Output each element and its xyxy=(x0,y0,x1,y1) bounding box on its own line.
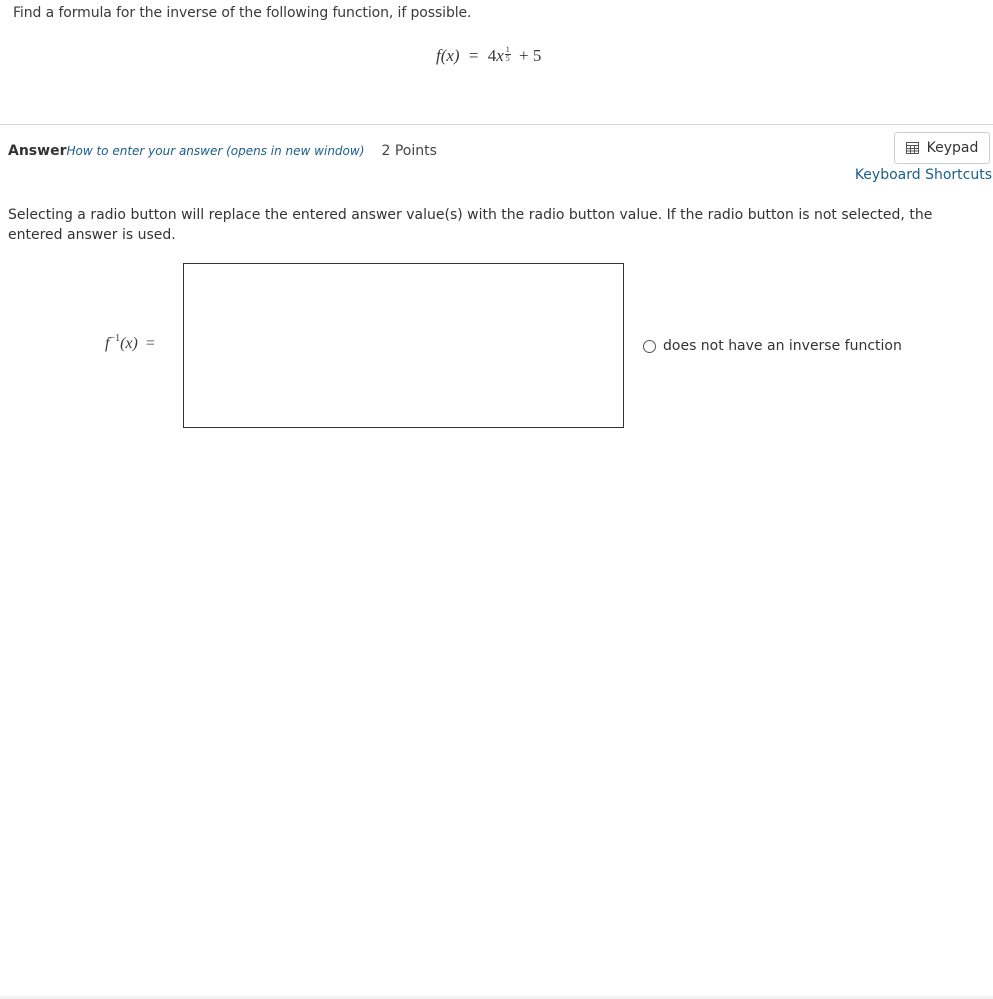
inverse-superscript: −1 xyxy=(109,333,121,344)
radio-label[interactable]: does not have an inverse function xyxy=(663,338,902,354)
inverse-arg: (x) xyxy=(120,335,138,352)
section-divider xyxy=(0,124,993,125)
formula-lhs: f(x) xyxy=(436,46,460,65)
inverse-equals: = xyxy=(145,335,155,352)
exponent-numerator: 1 xyxy=(505,45,510,54)
points-label: 2 Points xyxy=(381,143,437,159)
formula-equals: = xyxy=(468,46,479,65)
no-inverse-radio-option[interactable] xyxy=(643,338,902,354)
keypad-label: Keypad xyxy=(926,140,979,156)
answer-header xyxy=(8,140,437,159)
exponent-denominator: 5 xyxy=(505,54,510,63)
radio-instructions: Selecting a radio button will replace the entered answer value(s) with the radio button value. If the radio button is not selected, the entered answer is used. xyxy=(8,207,933,243)
formula-variable: x xyxy=(496,46,504,65)
radio-button[interactable] xyxy=(643,340,656,353)
formula-exponent xyxy=(505,46,511,63)
formula-tail: + 5 xyxy=(518,46,542,65)
answer-title: Answer xyxy=(8,143,67,159)
inverse-function-label xyxy=(105,333,155,353)
inverse-f: f xyxy=(105,335,110,352)
question-prompt: Find a formula for the inverse of the following function, if possible. xyxy=(13,5,472,21)
keypad-icon xyxy=(906,142,919,154)
function-formula xyxy=(436,46,541,66)
answer-input[interactable] xyxy=(183,263,624,428)
howto-link[interactable]: How to enter your answer (opens in new window) xyxy=(66,144,365,158)
keyboard-shortcuts-link[interactable]: Keyboard Shortcuts xyxy=(854,167,992,183)
formula-coefficient: 4 xyxy=(487,46,497,65)
keypad-button[interactable] xyxy=(894,132,990,164)
